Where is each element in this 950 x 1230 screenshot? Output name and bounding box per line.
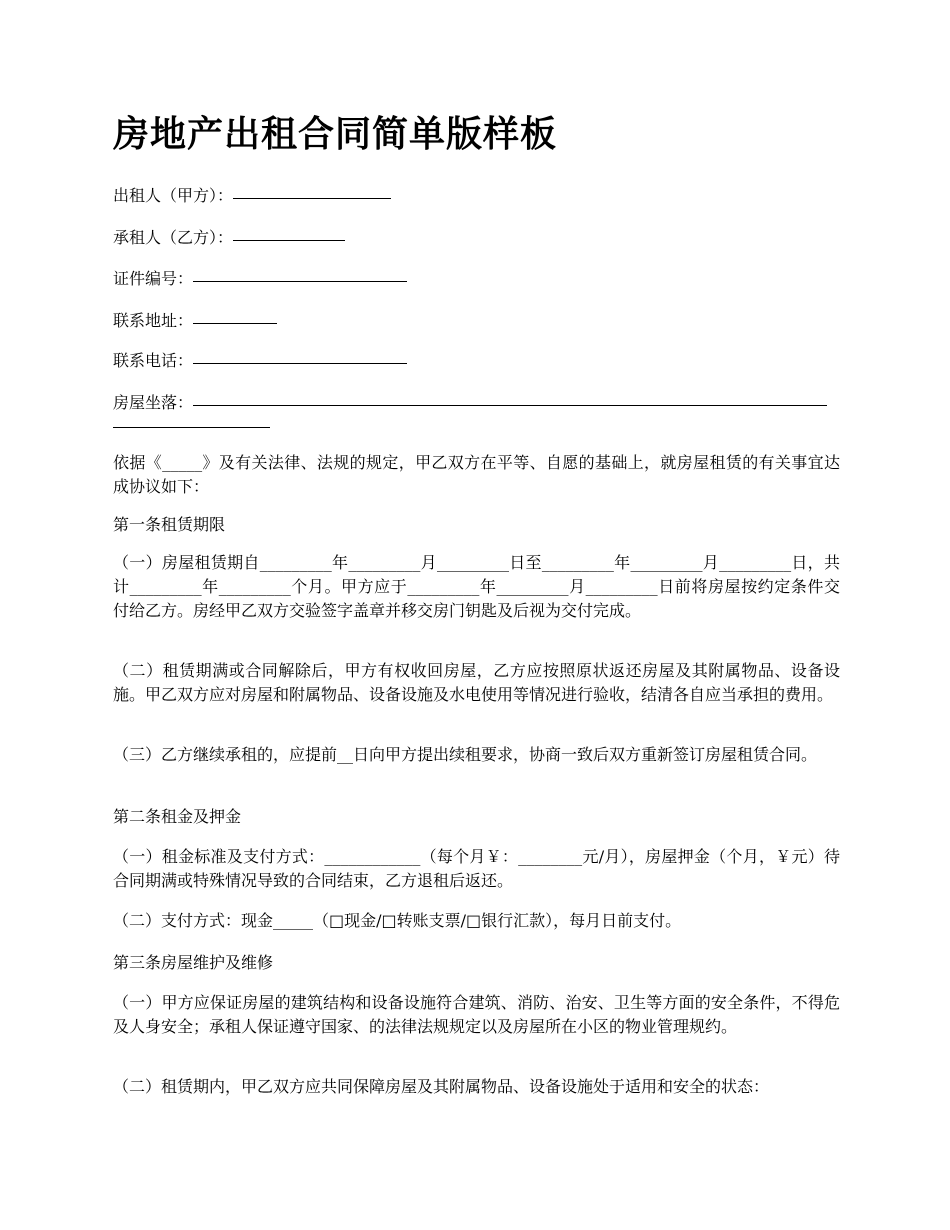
intro-paragraph: 依据《_____》及有关法律、法规的规定，甲乙双方在平等、自愿的基础上，就房屋租赁的有关事宜达成协议如下：	[113, 453, 840, 496]
address-label: 联系地址：	[113, 311, 194, 330]
article-1-clause-3: （三）乙方继续承租的，应提前__日向甲方提出续租要求，协商一致后双方重新签订房屋租赁合同。	[113, 745, 818, 764]
location-blank-continued[interactable]	[113, 410, 270, 428]
article-3-clause-2: （二）租赁期内，甲乙双方应共同保障房屋及其附属物品、设备设施处于适用和安全的状态：	[113, 1077, 770, 1096]
article-1-clause-2: （二）租赁期满或合同解除后，甲方有权收回房屋，乙方应按照原状返还房屋及其附属物品、设备设施。甲乙双方应对房屋和附属物品、设备设施及水电使用等情况进行验收，结清各自应当承担的费用。	[113, 661, 840, 704]
article-3-clause-1: （一）甲方应保证房屋的建筑结构和设备设施符合建筑、消防、治安、卫生等方面的安全条件，不得危及人身安全；承租人保证遵守国家、的法律法规规定以及房屋所在小区的物业管理规约。	[113, 993, 840, 1036]
phone-label: 联系电话：	[113, 351, 194, 370]
document-title: 房地产出租合同简单版样板	[113, 113, 558, 155]
lessee-blank[interactable]	[233, 223, 345, 241]
article-1-clause-1: （一）房屋租赁期自_________年_________月_________日至_________年_________月_________日，共计_________年_________个月。甲方应于_________年_________月_________日前将房屋按约定条件交付给乙方。房经甲乙双方交验签字盖章并移交房门钥匙及后视为交付完成。	[113, 553, 840, 620]
address-field	[113, 306, 277, 330]
phone-field	[113, 346, 407, 370]
phone-blank[interactable]	[193, 346, 407, 364]
article-2-clause-1: （一）租金标准及支付方式：____________（每个月￥：________元/月），房屋押金（个月，￥元）待合同期满或特殊情况导致的合同结束，乙方退租后返还。	[113, 847, 840, 890]
lessor-label: 出租人（甲方）：	[113, 186, 234, 205]
lessor-field	[113, 181, 391, 205]
location-label: 房屋坐落：	[113, 393, 194, 412]
lessee-field	[113, 223, 345, 247]
article-1-heading: 第一条租赁期限	[113, 515, 226, 534]
id-number-field	[113, 264, 407, 288]
id-number-blank[interactable]	[193, 264, 407, 282]
lessee-label: 承租人（乙方）：	[113, 228, 234, 247]
location-field	[113, 388, 827, 412]
article-2-clause-2: （二）支付方式：现金_____（□现金/□转账支票/□银行汇款），每月日前支付。	[113, 911, 682, 930]
article-2-heading: 第二条租金及押金	[113, 807, 242, 826]
location-blank[interactable]	[193, 388, 827, 406]
lessor-blank[interactable]	[233, 181, 391, 199]
address-blank[interactable]	[193, 306, 277, 324]
id-number-label: 证件编号：	[113, 269, 194, 288]
article-3-heading: 第三条房屋维护及维修	[113, 953, 274, 972]
